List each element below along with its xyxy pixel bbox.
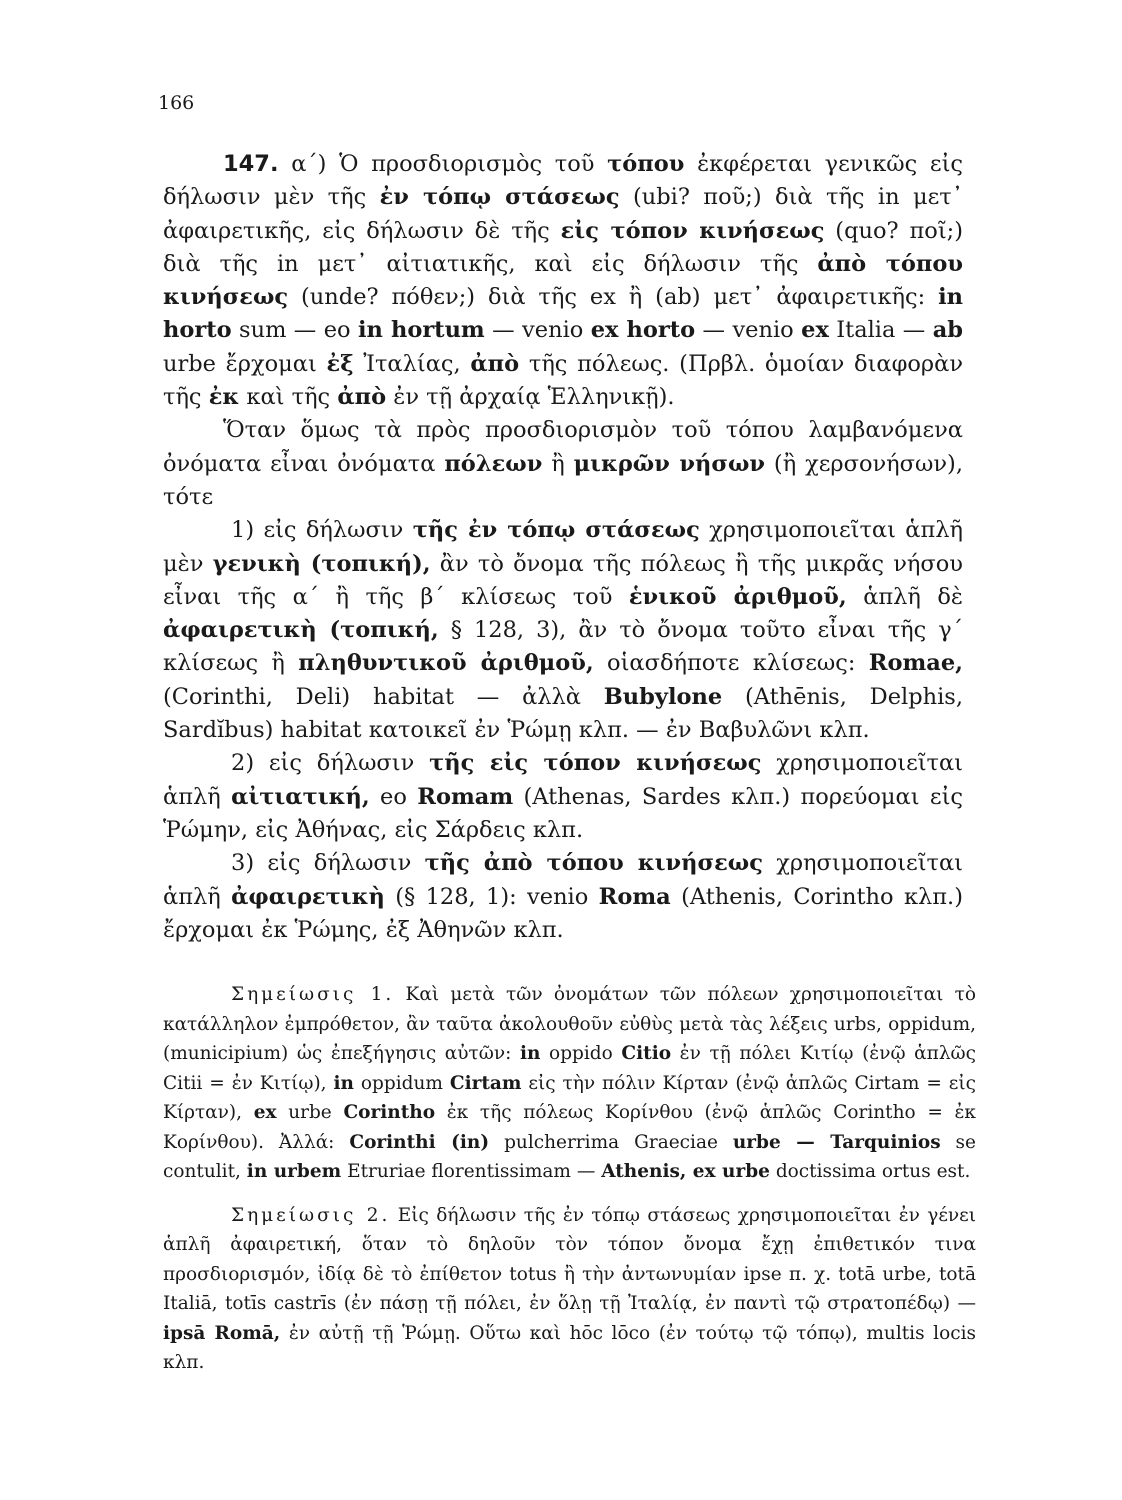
example: Romae, <box>868 650 963 677</box>
example: Cirtam <box>449 1072 522 1094</box>
term-mikron-neson: μικρῶν νήσων <box>573 450 766 477</box>
text: Ὅταν ὅμως τὰ πρὸς προσδιορισμὸν τοῦ τόπου λαμβανόμενα ὀνόματα εἶναι ὀνόματα <box>163 417 963 477</box>
example-ex-horto: ex horto <box>590 317 696 344</box>
example: Athenis, ex urbe <box>601 1161 770 1182</box>
example: Roma <box>598 883 671 910</box>
text: ἐν τῇ ἀρχαίᾳ Ἑλληνικῇ). <box>386 384 675 411</box>
example: Corintho <box>343 1102 436 1123</box>
text: 2) εἰς δήλωσιν <box>231 750 430 777</box>
text: (Athenis, Corintho κλπ.) ἔρχομαι ἐκ Ῥώμης, ἐξ Ἀθηνῶν κλπ. <box>163 883 963 943</box>
text: 3) εἰς δήλωσιν <box>231 850 425 877</box>
example: Romam <box>417 783 514 810</box>
text: (Corinthi, Deli) habitat — ἀλλὰ <box>163 683 604 710</box>
text: ἁπλῆ δὲ <box>846 583 963 610</box>
section-number: 147. <box>223 151 279 177</box>
main-text <box>163 148 963 947</box>
term-en-topo-staseos: ἐν τόπῳ στάσεως <box>379 184 620 211</box>
text: oppidum <box>353 1072 450 1094</box>
term: τῆς εἰς τόπον κινήσεως <box>429 750 762 777</box>
rule-2 <box>163 747 963 847</box>
note-1 <box>163 980 976 1187</box>
greek-apo-2: ἀπὸ <box>337 384 387 411</box>
greek-ex: ἐξ <box>326 350 354 377</box>
note-label: Σημείωσις 2. <box>231 1204 391 1226</box>
example-in-horto: in horto <box>163 284 963 344</box>
text: ἐκφέρεται γενικῶς εἰς δήλωσιν μὲν τῆς <box>163 151 964 211</box>
example-in-hortum: in hortum <box>357 317 485 344</box>
text: ἐν τῇ πόλει Κιτίῳ (ἐνῷ ἁπλῶς Citii = ἐν Κιτίῳ), <box>163 1043 976 1094</box>
text: ἐν αὐτῇ τῇ Ῥώμῃ. Οὕτω καὶ hōc lōco (ἐν τούτῳ τῷ τόπῳ), multis locis κλπ. <box>163 1322 976 1373</box>
text: Etruriae florentissimam — <box>341 1161 602 1182</box>
text: — venio <box>695 317 802 344</box>
text: Ἰταλίας, <box>353 350 471 377</box>
term-apo-topou: ἀπὸ τόπου κινήσεως <box>163 250 963 311</box>
text: χρησιμοποιεῖται ἁπλῆ <box>163 850 963 910</box>
text: § 128, 3), ἂν τὸ ὄνομα τοῦτο εἶναι τῆς γ΄ κλίσεως ἢ <box>163 617 963 677</box>
example: ex <box>253 1102 277 1123</box>
notes <box>163 980 976 1378</box>
text: τῆς πόλεως. (Πρβλ. ὁμοίαν διαφορὰν τῆς <box>163 350 964 411</box>
text: (unde? πόθεν;) διὰ τῆς ex ἢ (ab) μετ᾽ ἀφαιρετικῆς: <box>288 284 939 311</box>
note-label: Σημείωσις 1. <box>231 984 395 1005</box>
text: 1) εἰς δήλωσιν <box>231 517 413 544</box>
text: εἰς τὴν πόλιν Κίρταν (ἐνῷ ἁπλῶς Cirtam = εἰς Κίρταν), <box>163 1072 976 1123</box>
example: Corinthi (in) <box>349 1131 490 1153</box>
text: sum — eo <box>231 317 358 344</box>
text: ἂν τὸ ὄνομα τῆς πόλεως ἢ τῆς μικρᾶς νήσου εἶναι τῆς α΄ ἢ τῆς β΄ κλίσεως τοῦ <box>163 550 963 610</box>
text: καὶ τῆς <box>239 384 338 411</box>
text: doctissima ortus est. <box>769 1161 971 1182</box>
text: Εἰς δήλωσιν τῆς ἐν τόπῳ στάσεως χρησιμοποιεῖται ἐν γένει ἁπλῆ ἀφαιρετική, ὅταν τὸ δηλοῦν τὸν τόπον ὄνομα ἔχῃ ἐπιθετικόν τινα προσδιορισμόν, ἰδίᾳ δὲ τὸ ἐπίθετον totus ἢ τὴν ἀντωνυμίαν ipse π. χ. totā urbe, totā Italiā, totīs castrīs (ἐν πάσῃ τῇ πόλει, ἐν ὅλῃ τῇ Ἰταλίᾳ, ἐν παντὶ τῷ στρατοπέδῳ) — <box>163 1204 976 1314</box>
text: ἢ <box>542 450 574 477</box>
example: Citio <box>621 1043 672 1064</box>
term-topos: τόπου <box>607 151 685 177</box>
example: Bubylone <box>603 683 723 710</box>
term: ἀφαιρετικὴ <box>231 883 385 910</box>
example: in <box>333 1072 354 1094</box>
example: urbe — Tarquinios <box>732 1131 941 1153</box>
text: — venio <box>484 317 591 344</box>
text: οἱασδήποτε κλίσεως: <box>593 650 869 677</box>
text: (ἢ χερσονήσων), τότε <box>163 450 963 510</box>
text: se contulit, <box>163 1131 976 1182</box>
text: (Athēnis, Delphis, Sardĭbus) habitat κατοικεῖ ἐν Ῥώμῃ κλπ. — ἐν Βαβυλῶνι κλπ. <box>163 683 963 744</box>
text: urbe ἔρχομαι <box>163 350 327 377</box>
term: πληθυντικοῦ ἀριθμοῦ, <box>298 650 594 677</box>
text: oppido <box>540 1043 622 1064</box>
text: ἐκ τῆς πόλεως Κορίνθου (ἐνῷ ἁπλῶς Corintho = ἐκ Κορίνθου). Ἀλλά: <box>163 1102 976 1153</box>
greek-ek: ἐκ <box>208 384 240 411</box>
example: in urbem <box>246 1161 342 1182</box>
term: ἀφαιρετικὴ (τοπική, <box>163 617 439 644</box>
text: χρησιμοποιεῖται ἁπλῆ <box>163 750 964 810</box>
text: (Athenas, Sardes κλπ.) πορεύομαι εἰς Ῥώμην, εἰς Ἀθήνας, εἰς Σάρδεις κλπ. <box>163 783 963 843</box>
text: (ubi? ποῦ;) διὰ τῆς in μετ᾽ ἀφαιρετικῆς, εἰς δήλωσιν δὲ τῆς <box>163 184 963 244</box>
example: in <box>519 1043 541 1064</box>
text: pulcherrima Graeciae <box>489 1131 733 1153</box>
text: urbe <box>276 1102 344 1123</box>
text: eo <box>369 783 418 810</box>
text: (§ 128, 1): venio <box>384 883 599 910</box>
example-ab: ab <box>932 317 964 344</box>
term: γενικὴ (τοπική), <box>212 550 431 577</box>
text: Italia — <box>828 317 933 344</box>
text: α΄) Ὁ προσδιορισμὸς τοῦ <box>291 151 608 177</box>
example-ex: ex <box>801 317 829 344</box>
example: ipsā Romā, <box>163 1322 281 1344</box>
greek-apo: ἀπὸ <box>470 350 520 377</box>
rule-1 <box>163 514 963 747</box>
term: ἑνικοῦ ἀριθμοῦ, <box>628 583 847 610</box>
text: χρησιμοποιεῖται ἁπλῆ μὲν <box>163 517 963 577</box>
note-2 <box>163 1201 976 1378</box>
term-poleon: πόλεων <box>444 450 543 477</box>
page-number: 166 <box>158 92 195 114</box>
term: αἰτιατική, <box>231 783 370 810</box>
term: τῆς ἐν τόπῳ στάσεως <box>412 517 700 544</box>
text: (quo? ποῖ;) διὰ τῆς in μετ᾽ αἰτιατικῆς, καὶ εἰς δήλωσιν τῆς <box>163 217 963 277</box>
paragraph-otan <box>163 414 963 514</box>
rule-3 <box>163 847 963 947</box>
term: τῆς ἀπὸ τόπου κινήσεως <box>424 850 763 877</box>
term-eis-topon: εἰς τόπον κινήσεως <box>560 217 825 244</box>
paragraph-147 <box>163 148 963 414</box>
text: Καὶ μετὰ τῶν ὀνομάτων τῶν πόλεων χρησιμοποιεῖται τὸ κατάλληλον ἐμπρόθετον, ἂν ταῦτα ἀκολουθοῦν εὐθὺς μετὰ τὰς λέξεις urbs, oppidum, (municipium) ὡς ἐπεξήγησις αὐτῶν: <box>163 984 976 1064</box>
